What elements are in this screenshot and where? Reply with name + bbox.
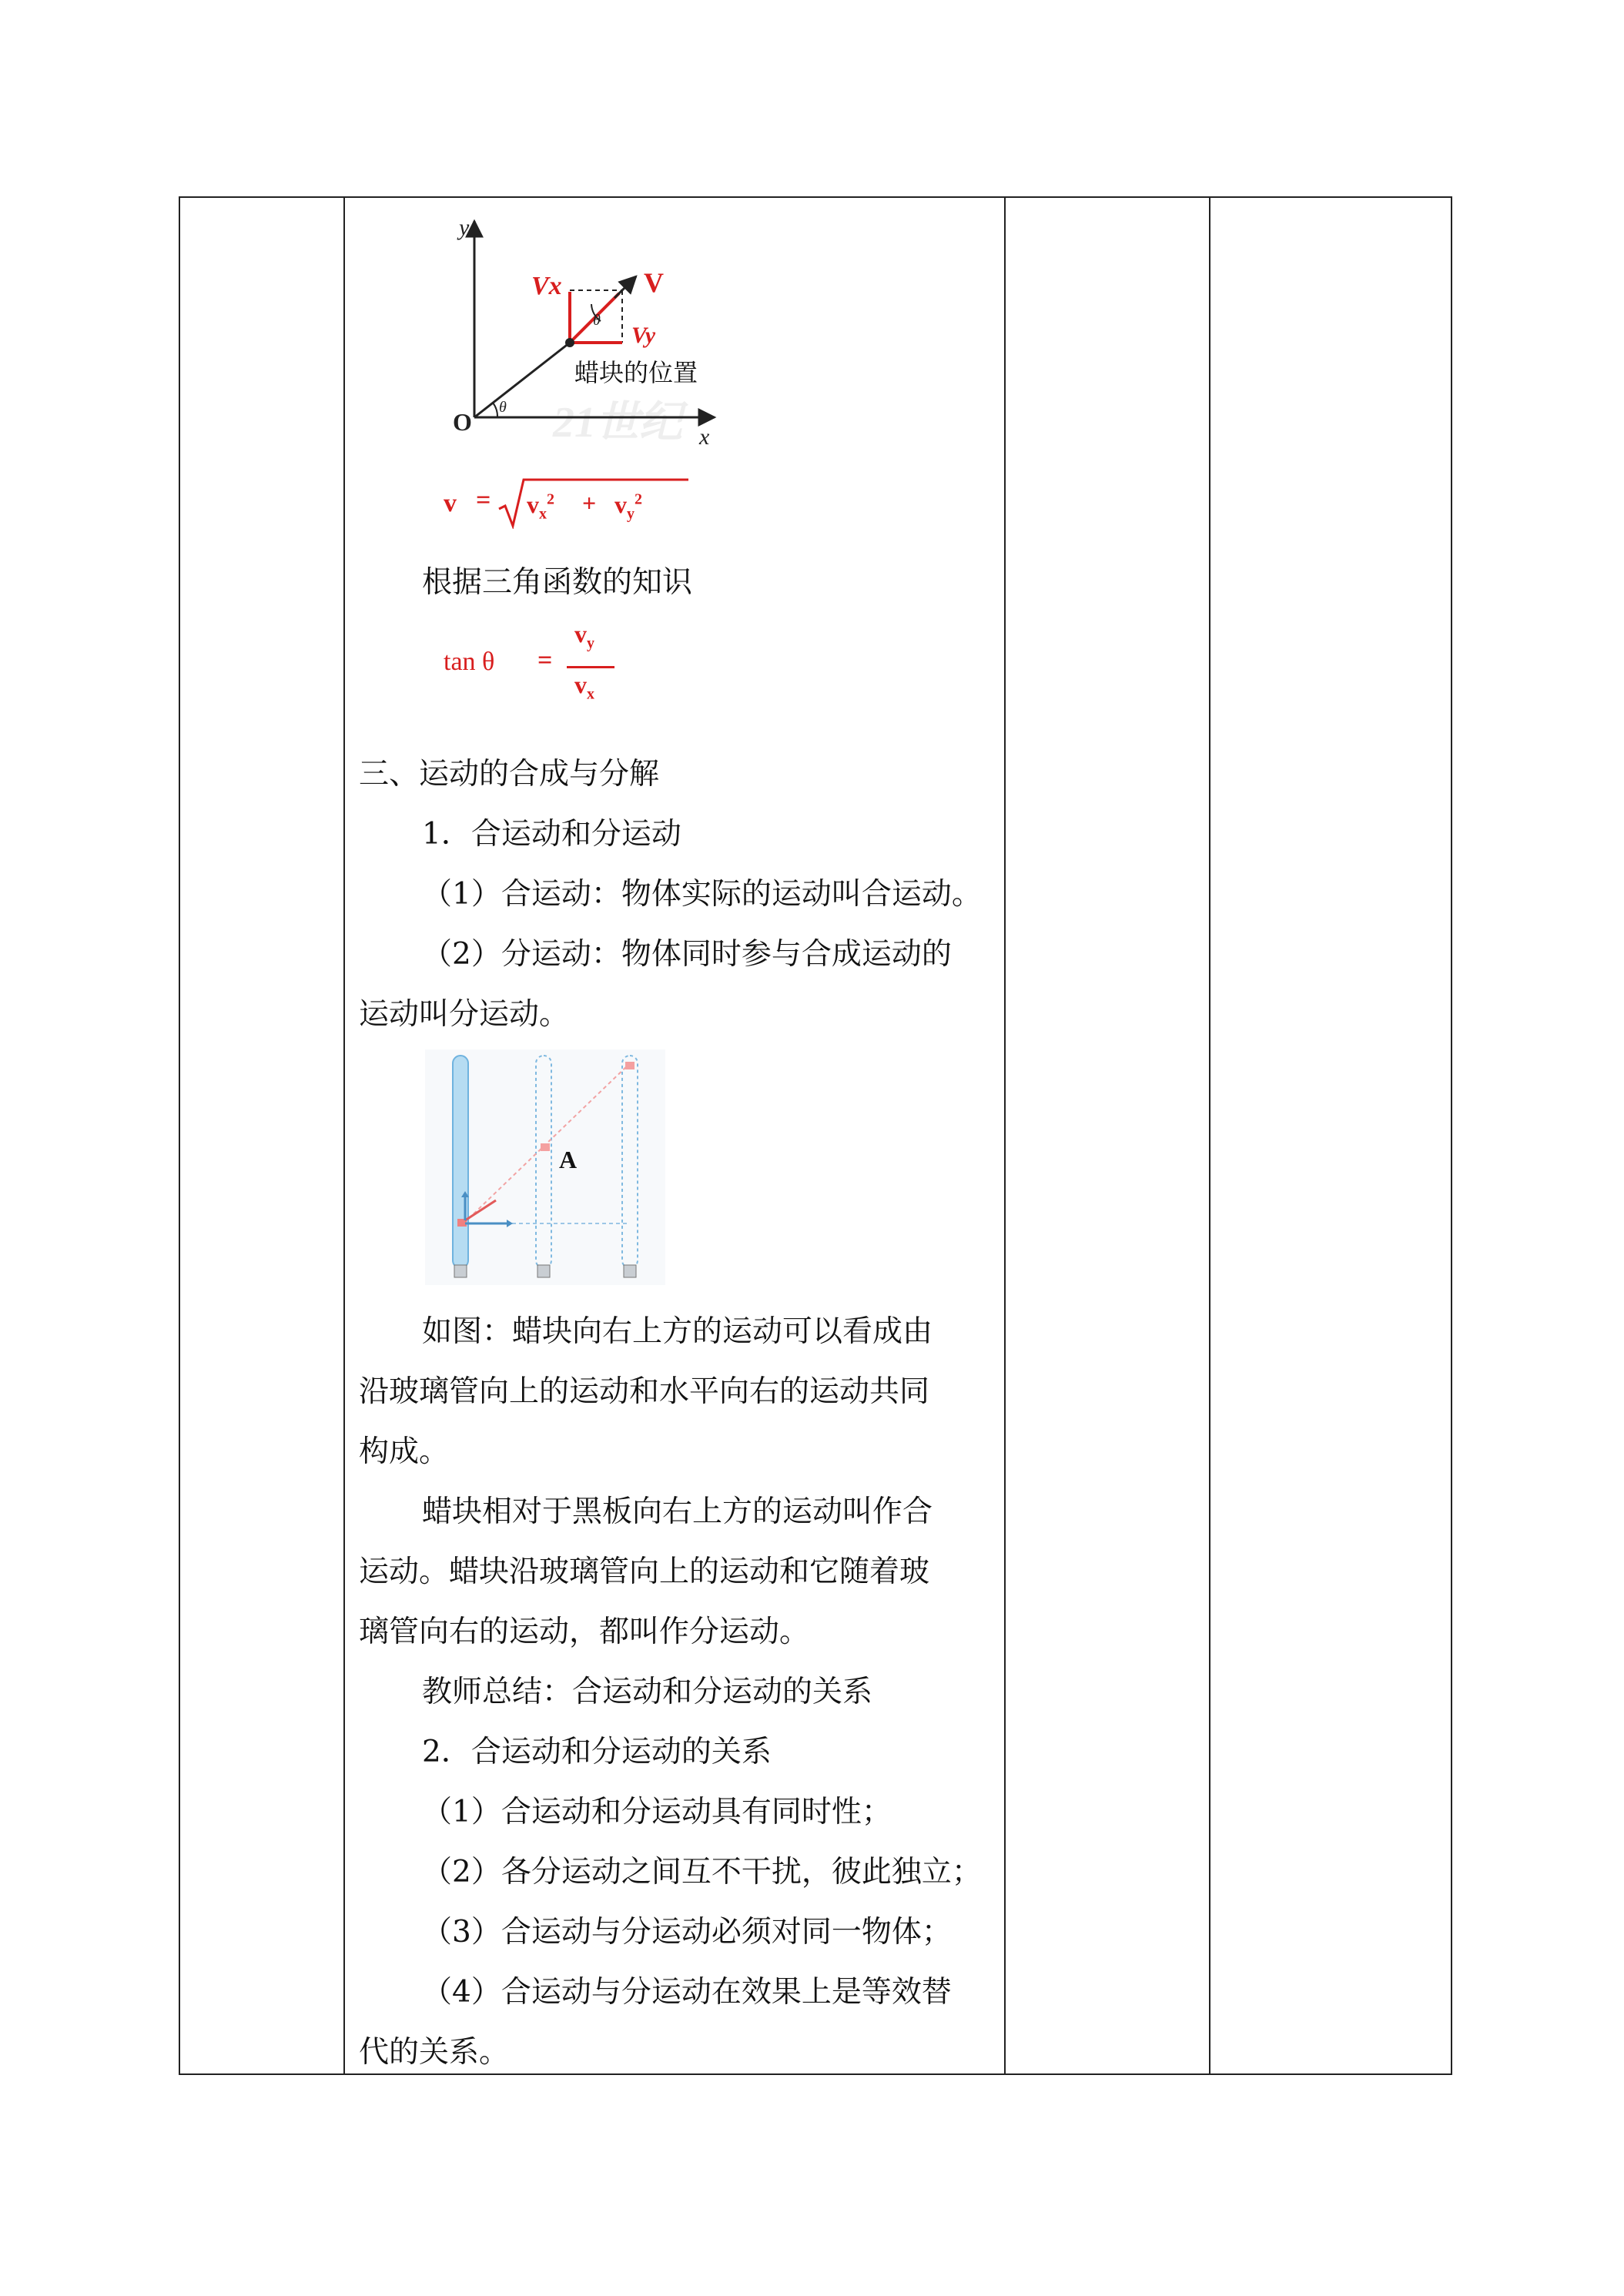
item2-title: 2．合运动和分运动的关系 [422, 1735, 772, 1769]
item2-point-4-line2: 代的关系。 [359, 2035, 510, 2070]
theta-origin: θ [499, 399, 507, 416]
wax-motion-line2: 运动。蜡块沿玻璃管向上的运动和它随着玻 [359, 1555, 930, 1589]
formula-v: v [444, 489, 457, 517]
item1-paragraph-1: （1）合运动：物体实际的运动叫合运动。 [422, 877, 982, 912]
wax-motion-line1: 蜡块相对于黑板向右上方的运动叫作合 [422, 1494, 933, 1529]
figure-description-line2: 沿玻璃管向上的运动和水平向右的运动共同 [359, 1374, 930, 1409]
item1-paragraph-2-line2: 运动叫分运动。 [359, 997, 570, 1032]
wax-position-caption: 蜡块的位置 [574, 358, 698, 387]
formula-vx: $v_x^2$ [527, 490, 554, 523]
v-label: V [644, 267, 664, 298]
point-a-label: A [559, 1146, 578, 1173]
formula-equals: = [476, 486, 491, 514]
item1-title: 1．合运动和分运动 [422, 817, 681, 852]
glass-tube-experiment-figure [425, 1049, 665, 1285]
fraction-bar [567, 666, 614, 668]
origin-label: O [453, 408, 472, 436]
section-title: 三、运动的合成与分解 [359, 757, 660, 792]
item1-paragraph-2-line1: （2）分运动：物体同时参与合成运动的 [422, 937, 952, 972]
theta-box: θ [593, 312, 601, 329]
column-divider-3 [1209, 196, 1210, 2075]
wax-motion-line3: 璃管向右的运动，都叫作分运动。 [359, 1615, 810, 1649]
item2-point-1: （1）合运动和分运动具有同时性； [422, 1795, 892, 1829]
item2-point-3: （3）合运动与分运动必须对同一物体； [422, 1915, 952, 1950]
y-axis-label: y [459, 215, 470, 240]
teacher-summary: 教师总结：合运动和分运动的关系 [422, 1675, 873, 1709]
formula-numerator: $v_y$ [574, 620, 594, 652]
formula-tan-equals: = [537, 646, 553, 674]
formula-plus: + [582, 489, 597, 517]
vy-label: Vy [631, 323, 656, 348]
velocity-decomposition-figure [430, 206, 738, 452]
item2-point-4-line1: （4）合运动与分运动在效果上是等效替 [422, 1975, 952, 2010]
tan-theta-formula [444, 620, 628, 712]
item2-point-2: （2）各分运动之间互不干扰，彼此独立； [422, 1855, 982, 1889]
lesson-content-cell [345, 196, 1006, 2075]
watermark-text: 21世纪 [553, 399, 682, 447]
vx-label: Vx [531, 272, 562, 300]
speed-magnitude-formula [444, 475, 690, 534]
figure-description-line1: 如图：蜡块向右上方的运动可以看成由 [422, 1314, 933, 1349]
formula-tan-theta: tan θ [444, 648, 495, 676]
formula-denominator: $v_x$ [574, 671, 594, 703]
figure-description-line3: 构成。 [359, 1434, 450, 1469]
x-axis-label: x [699, 424, 710, 450]
trig-intro-text: 根据三角函数的知识 [422, 565, 693, 600]
formula-vy: $v_y^2$ [614, 490, 642, 523]
